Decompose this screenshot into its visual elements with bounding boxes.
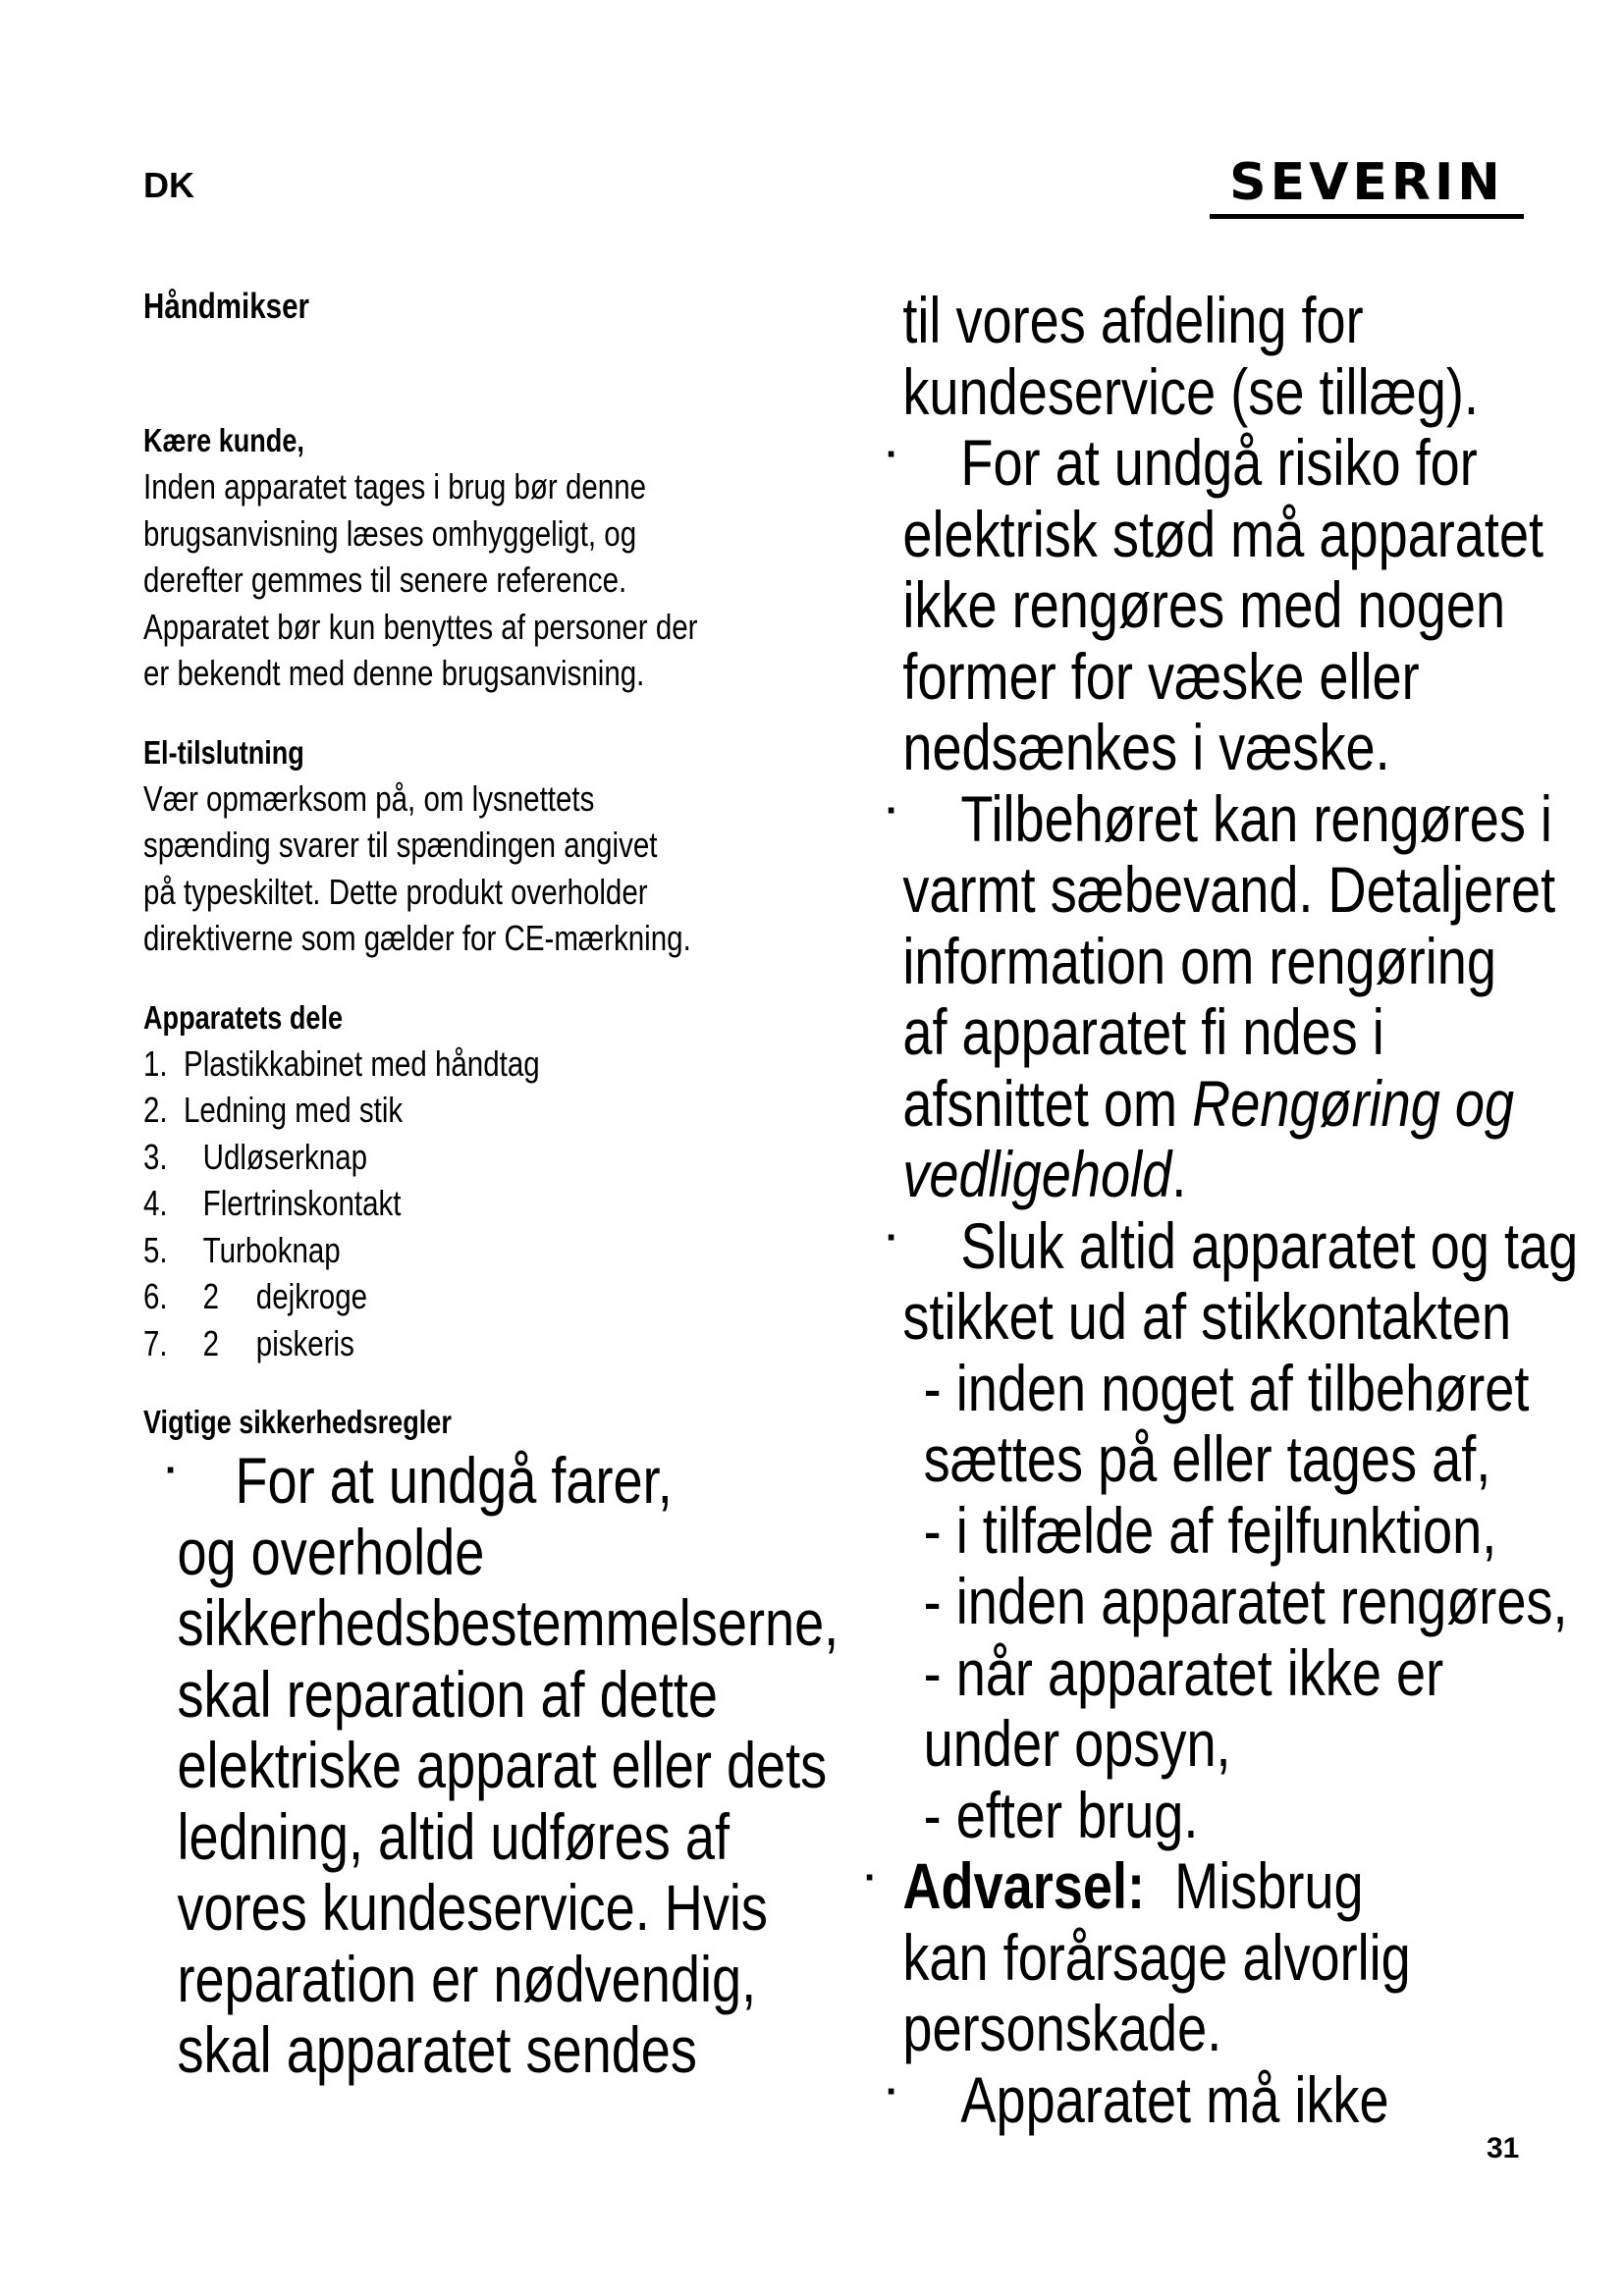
safety-line: ledning, altid udføres af <box>177 1799 731 1873</box>
greeting-heading: Kære kunde, <box>143 422 304 458</box>
bullet-icon: · <box>886 1215 899 1259</box>
parts-number: 7. <box>143 1322 168 1363</box>
bullet-icon: · <box>886 2069 899 2113</box>
safety-section <box>143 1400 839 2086</box>
safety-bullet-last <box>864 2064 1571 2136</box>
bullet-icon: · <box>886 433 899 476</box>
safety-heading: Vigtige sikkerhedsregler <box>143 1404 452 1440</box>
safety-line: personskade. <box>902 1992 1222 2064</box>
continuation-line: kundeservice (se tillæg). <box>902 354 1479 428</box>
safety-subitem: - inden noget af tilbehøret <box>923 1351 1530 1424</box>
greeting-line: derefter gemmes til senere reference. <box>143 560 627 600</box>
safety-subitem: - inden apparatet rengøres, <box>923 1565 1568 1637</box>
electrical-section <box>143 730 831 962</box>
parts-text: Ledning med stik <box>184 1090 404 1130</box>
parts-text: Plastikkabinet med håndtag <box>184 1042 540 1084</box>
warning-text: Misbrug <box>1174 1849 1364 1922</box>
safety-subitem: under opsyn, <box>923 1707 1231 1780</box>
safety-line: skal apparatet sendes <box>177 2013 697 2086</box>
parts-item <box>143 1320 707 1367</box>
bullet-icon: · <box>165 1449 179 1492</box>
greeting-line: Apparatet bør kun benyttes af personer der <box>143 606 698 647</box>
greeting-line: er bekendt med denne brugsanvisning. <box>143 653 645 693</box>
safety-line <box>864 1066 1515 1140</box>
safety-line: elektriske apparat eller dets <box>177 1729 828 1801</box>
safety-line: og overholde <box>177 1515 485 1588</box>
parts-text: Flertrinskontakt <box>202 1183 402 1223</box>
safety-line: reparation er nødvendig, <box>177 1942 757 2015</box>
safety-subitem: - når apparatet ikke er <box>923 1635 1444 1709</box>
parts-heading: Apparatets dele <box>143 998 344 1036</box>
safety-line: Apparatet må ikke <box>960 2062 1389 2136</box>
safety-line: For at undgå farer, <box>235 1444 673 1517</box>
safety-line: sikkerhedsbestemmelserne, <box>177 1586 839 1659</box>
safety-bullet-accessories <box>864 783 1571 1210</box>
greeting-line: brugsanvisning læses omhyggeligt, og <box>143 512 637 554</box>
parts-item <box>143 1134 707 1181</box>
electrical-heading: El-tilslutning <box>143 733 304 771</box>
language-code: DK <box>143 165 194 205</box>
parts-section <box>143 995 831 1367</box>
safety-line: kan forårsage alvorlig <box>902 1920 1411 1994</box>
warning-label: Advarsel: <box>902 1849 1146 1922</box>
parts-number: 4. <box>143 1183 168 1223</box>
safety-line: af apparatet fi ndes i <box>902 995 1384 1068</box>
safety-line: Tilbehøret kan rengøres i <box>960 781 1552 855</box>
safety-subitem: - efter brug. <box>923 1778 1199 1851</box>
safety-bullet-shock <box>864 427 1571 783</box>
safety-bullet-switch-off <box>864 1208 1579 1851</box>
safety-line: For at undgå risiko for <box>960 426 1478 499</box>
parts-item <box>143 1041 707 1088</box>
bullet-icon: · <box>864 1856 878 1899</box>
left-column <box>143 285 839 2086</box>
page-number: 31 <box>1487 2132 1520 2164</box>
parts-number: 1. <box>143 1042 168 1084</box>
greeting-section <box>143 418 831 697</box>
safety-line: Sluk altid apparatet og tag <box>960 1208 1579 1282</box>
bullet-icon: · <box>886 788 899 832</box>
parts-quantity: 2 <box>202 1322 220 1363</box>
right-column <box>864 284 1579 2136</box>
greeting-line: Inden apparatet tages i brug bør denne <box>143 466 647 507</box>
safety-line: nedsænkes i væske. <box>902 711 1390 783</box>
safety-bullet-repair <box>143 1444 839 2086</box>
safety-line <box>864 1139 1443 1210</box>
electrical-line: direktiverne som gælder for CE-mærkning. <box>143 918 691 958</box>
parts-number: 3. <box>143 1136 168 1177</box>
safety-subitem: - i tilfælde af fejlfunktion, <box>923 1493 1497 1567</box>
safety-line: varmt sæbevand. Detaljeret <box>902 853 1556 926</box>
parts-text: piskeris <box>255 1322 354 1363</box>
safety-line: elektrisk stød må apparatet <box>902 497 1544 570</box>
safety-line: former for væske eller <box>902 639 1420 713</box>
parts-item <box>143 1273 707 1320</box>
parts-number: 2. <box>143 1090 168 1130</box>
electrical-line: på typeskiltet. Dette produkt overholder <box>143 871 648 912</box>
cross-reference-title: vedligehold <box>902 1138 1172 1210</box>
safety-line: vores kundeservice. Hvis <box>177 1871 768 1944</box>
parts-number: 6. <box>143 1276 168 1316</box>
parts-text: Turboknap <box>202 1229 341 1270</box>
parts-item <box>143 1227 707 1274</box>
electrical-line: Vær opmærksom på, om lysnettets <box>143 777 595 819</box>
safety-subitem: sættes på eller tages af, <box>923 1422 1491 1495</box>
parts-quantity: 2 <box>202 1276 220 1316</box>
safety-bullet-warning <box>864 1850 1571 2064</box>
parts-number: 5. <box>143 1229 168 1270</box>
parts-item <box>143 1180 707 1227</box>
cross-reference-suffix: . <box>1171 1138 1187 1210</box>
parts-text: Udløserknap <box>202 1136 368 1177</box>
continuation-line: til vores afdeling for <box>902 284 1364 356</box>
parts-text: dejkroge <box>255 1276 368 1316</box>
parts-item <box>143 1087 707 1134</box>
safety-line: ikke rengøres med nogen <box>902 568 1506 641</box>
electrical-line: spænding svarer til spændingen angivet <box>143 825 658 865</box>
safety-line: skal reparation af dette <box>177 1657 719 1731</box>
safety-line: stikket ud af stikkontakten <box>902 1280 1512 1353</box>
cross-reference-prefix: afsnittet om <box>902 1066 1193 1140</box>
safety-line: information om rengøring <box>902 924 1496 997</box>
document-title: Håndmikser <box>143 286 309 326</box>
safety-line <box>864 1850 1443 1922</box>
brand-logo: SEVERIN <box>1210 157 1524 219</box>
cross-reference-title: Rengøring og <box>1192 1066 1515 1140</box>
